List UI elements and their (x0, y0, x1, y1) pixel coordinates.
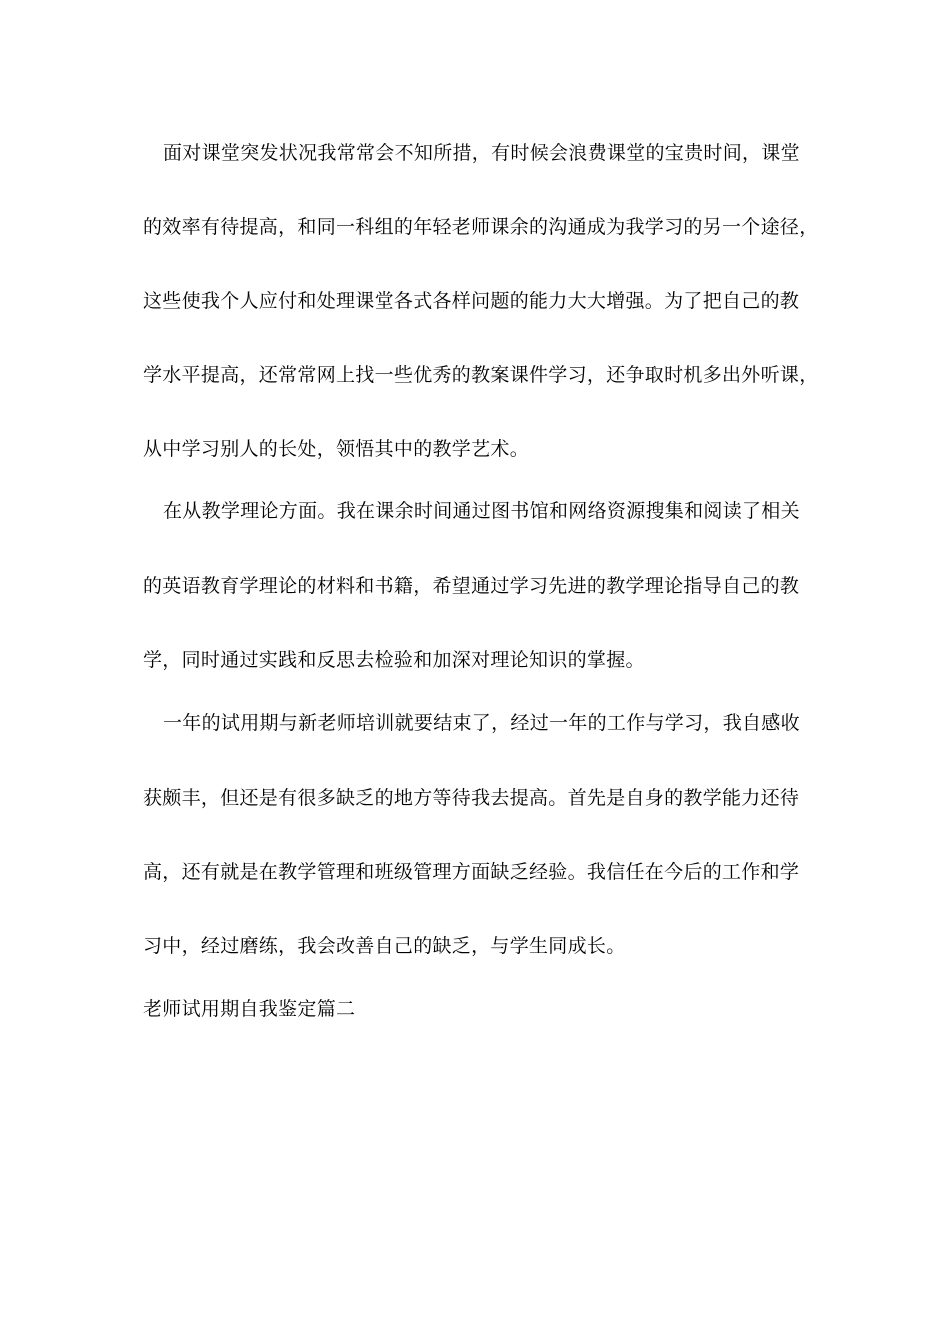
paragraph-1-line-5: 从中学习别人的长处，领悟其中的教学艺术。 (143, 438, 530, 460)
paragraph-2-line-3: 学，同时通过实践和反思去检验和加深对理论知识的掌握。 (143, 649, 645, 671)
paragraph-3-line-3: 高，还有就是在教学管理和班级管理方面缺乏经验。我信任在今后的工作和学 (143, 861, 800, 883)
paragraph-2-line-2: 的英语教育学理论的材料和书籍，希望通过学习先进的教学理论指导自己的教 (143, 575, 800, 597)
paragraph-1-line-2: 的效率有待提高，和同一科组的年轻老师课余的沟通成为我学习的另一个途径， (143, 216, 819, 238)
paragraph-3-line-1: 一年的试用期与新老师培训就要结束了，经过一年的工作与学习，我自感收 (163, 712, 800, 734)
paragraph-3-line-2: 获颇丰，但还是有很多缺乏的地方等待我去提高。首先是自身的教学能力还待 (143, 787, 800, 809)
paragraph-1-line-1: 面对课堂突发状况我常常会不知所措，有时候会浪费课堂的宝贵时间，课堂 (163, 142, 800, 164)
section-heading: 老师试用期自我鉴定篇二 (143, 998, 356, 1020)
paragraph-3-line-4: 习中，经过磨练，我会改善自己的缺乏，与学生同成长。 (143, 935, 626, 957)
paragraph-2-line-1: 在从教学理论方面。我在课余时间通过图书馆和网络资源搜集和阅读了相关 (163, 500, 800, 522)
paragraph-1-line-4: 学水平提高，还常常网上找一些优秀的教案课件学习，还争取时机多出外听课， (143, 364, 819, 386)
paragraph-1-line-3: 这些使我个人应付和处理课堂各式各样问题的能力大大增强。为了把自己的教 (143, 290, 800, 312)
